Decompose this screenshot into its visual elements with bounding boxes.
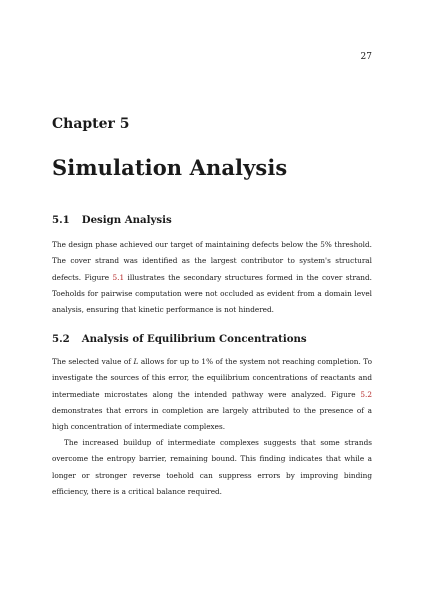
- chapter-title: Simulation Analysis: [52, 155, 288, 180]
- paragraph-text: demonstrates that errors in completion are largely attributed to the presence of a high concentration of intermediate complexes.: [52, 405, 372, 432]
- paragraph-equilibrium-1: [52, 354, 372, 435]
- paragraph-text: The design phase achieved our target of maintaining defects below the 5% threshold. The cover strand was identified as the largest contributor to system's structural defects. Figure: [52, 240, 372, 282]
- math-variable: L: [133, 357, 139, 366]
- figure-reference-link[interactable]: 5.2: [360, 389, 372, 399]
- section-title: Analysis of Equilibrium Concentrations: [81, 333, 307, 345]
- section-heading-5-2: [52, 333, 307, 345]
- section-heading-5-1: [52, 214, 172, 226]
- section-number: 5.1: [52, 214, 70, 226]
- section-title: Design Analysis: [81, 214, 172, 226]
- chapter-label: Chapter 5: [52, 116, 130, 132]
- paragraph-text: illustrates the secondary structures formed in the cover strand. Toeholds for pairwise computation were not occluded as evident from a domain level analysis, ensuring that kinetic performance is not hindered.: [52, 272, 372, 315]
- section-number: 5.2: [52, 333, 70, 345]
- paragraph-text: The selected value of: [52, 357, 134, 366]
- figure-reference-link[interactable]: 5.1: [112, 272, 125, 282]
- paragraph-text: allows for up to 1% of the system not reaching completion. To investigate the sources of this error, the equilibrium concentrations of reactants and intermediate microstates along the intended pathway were analyzed. Figure: [52, 357, 372, 399]
- page-number: 27: [360, 52, 372, 62]
- paragraph-design-analysis: [52, 237, 372, 318]
- paragraph-equilibrium-2: The increased buildup of intermediate complexes suggests that some strands overcome the entropy barrier, remaining bound. This finding indicates that while a longer or stronger reverse toehold can suppress errors by improving binding efficiency, there is a critical balance required.: [52, 438, 372, 496]
